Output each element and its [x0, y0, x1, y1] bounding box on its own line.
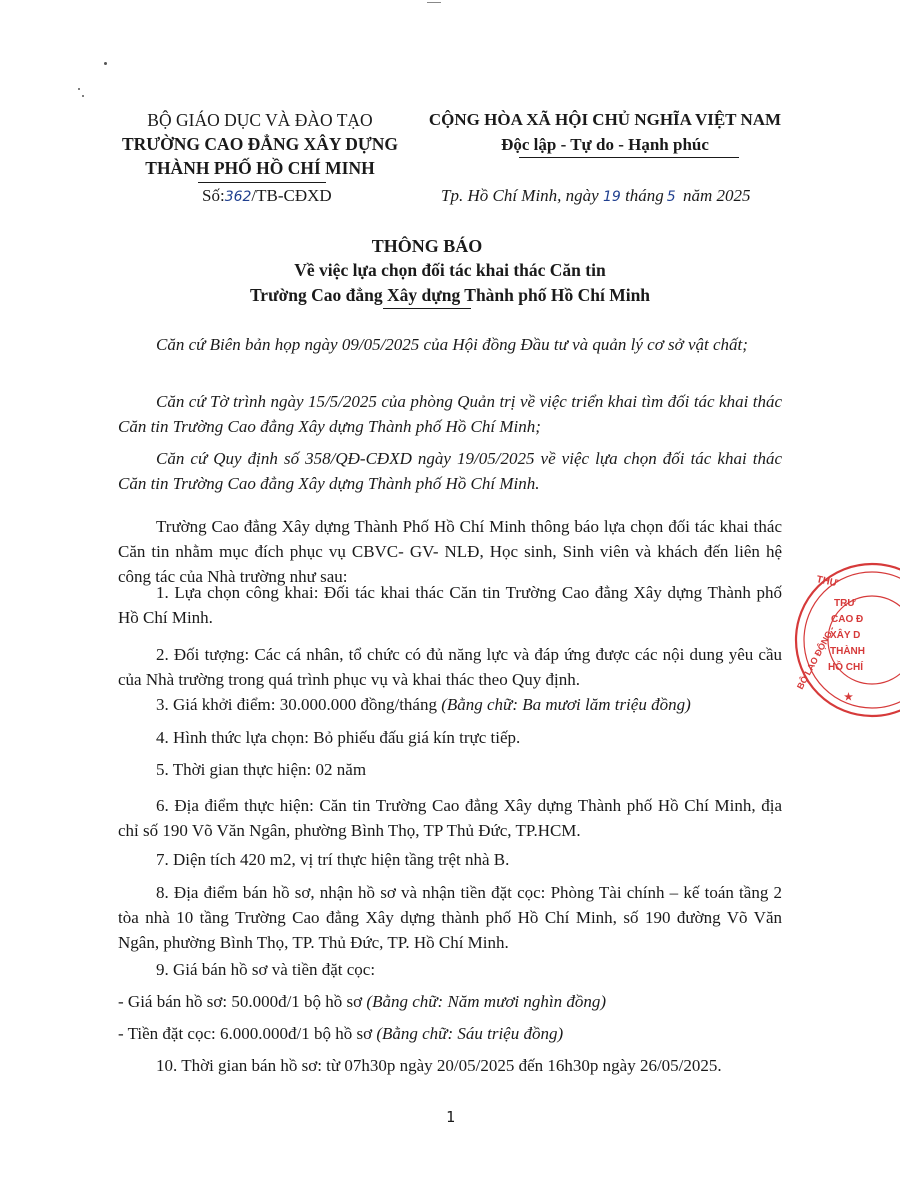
intro-paragraph: Trường Cao đẳng Xây dựng Thành Phố Hồ Chí Minh thông báo lựa chọn đối tác khai thác Căn tin nhằm mục đích phục vụ CBVC- GV- NLĐ, Học sinh, Sinh viên và khách đến liên hệ công tác của Nhà trường như sau:: [118, 517, 782, 586]
official-stamp: [790, 560, 865, 720]
header-ministry: BỘ GIÁO DỤC VÀ ĐÀO TẠO: [147, 110, 373, 130]
header-country: CỘNG HÒA XÃ HỘI CHỦ NGHĨA VIỆT NAM: [428, 110, 782, 129]
item-9a-text: - Giá bán hồ sơ: 50.000đ/1 bộ hồ sơ: [118, 992, 367, 1011]
document-number: [202, 186, 332, 206]
scan-mark: [427, 2, 441, 3]
item-9b: [118, 1024, 798, 1044]
item-4: 4. Hình thức lựa chọn: Bỏ phiếu đấu giá kín trực tiếp.: [156, 728, 521, 747]
item-1: 1. Lựa chọn công khai: Đối tác khai thác Căn tin Trường Cao đẳng Xây dựng Thành phố Hồ Chí Minh.: [118, 583, 782, 627]
basis-2: Căn cứ Tờ trình ngày 15/5/2025 của phòng Quản trị về việc triển khai tìm đối tác khai thác Căn tin Trường Cao đẳng Xây dựng Thành phố Hồ Chí Minh;: [118, 392, 782, 436]
number-prefix: Số:: [202, 186, 225, 205]
item-10: 10. Thời gian bán hồ sơ: từ 07h30p ngày 20/05/2025 đến 16h30p ngày 26/05/2025.: [156, 1056, 722, 1075]
stamp-line-4: XÂY D: [830, 630, 861, 641]
item-8: 8. Địa điểm bán hồ sơ, nhận hồ sơ và nhận tiền đặt cọc: Phòng Tài chính – kế toán tầng 2 tòa nhà 10 tầng Trường Cao đẳng Xây dựng thành phố Hồ Chí Minh, số 190 đường Võ Văn Ngân, phường Bình Thọ, TP. Thủ Đức, TP. Hồ Chí Minh.: [118, 883, 782, 952]
year-text: năm 2025: [682, 186, 751, 205]
basis-3: Căn cứ Quy định số 358/QĐ-CĐXD ngày 19/05/2025 về việc lựa chọn đối tác khai thác Căn tin Trường Cao đẳng Xây dựng Thành phố Hồ Chí Minh.: [118, 449, 782, 493]
notice-subject-line1: Về việc lựa chọn đối tác khai thác Căn tin: [294, 260, 606, 280]
day-handwritten: 19: [602, 189, 621, 205]
item-9b-words: (Bằng chữ: Sáu triệu đồng): [376, 1024, 564, 1043]
item-9a-words: (Bằng chữ: Năm mươi nghìn đồng): [366, 992, 607, 1011]
month-word: tháng: [625, 186, 664, 205]
stamp-line-2: TRƯ: [834, 598, 856, 609]
header-city: THÀNH PHỐ HỒ CHÍ MINH: [145, 158, 375, 178]
item-3-words: (Bằng chữ: Ba mươi lăm triệu đồng): [441, 695, 691, 714]
notice-subject-line2: Trường Cao đẳng Xây dựng Thành phố Hồ Chí Minh: [249, 285, 651, 305]
header-left-underline: [198, 182, 326, 183]
stamp-line-6: HỒ CHÍ: [828, 662, 863, 673]
scan-speck: [78, 88, 80, 90]
item-7: 7. Diện tích 420 m2, vị trí thực hiện tầng trệt nhà B.: [156, 850, 510, 869]
number-suffix: /TB-CĐXD: [251, 186, 332, 205]
item-9a: [118, 992, 798, 1012]
stamp-line-1: THƯ: [815, 574, 839, 590]
basis-1: Căn cứ Biên bản họp ngày 09/05/2025 của Hội đồng Đầu tư và quản lý cơ sở vật chất;: [156, 335, 748, 354]
stamp-line-3: CAO Đ: [831, 614, 864, 625]
stamp-star: ★: [844, 692, 853, 703]
item-5: 5. Thời gian thực hiện: 02 năm: [156, 760, 367, 779]
motto-underline: [519, 157, 739, 158]
date-prefix: Tp. Hồ Chí Minh, ngày: [441, 186, 599, 205]
header-school: TRƯỜNG CAO ĐẲNG XÂY DỰNG: [121, 134, 399, 154]
scan-speck: [82, 95, 84, 97]
number-handwritten: 362: [224, 189, 252, 205]
month-handwritten: 5: [666, 189, 676, 205]
stamp-arc-text: BỘ LAO ĐỘNG -: [794, 624, 837, 691]
item-6: 6. Địa điểm thực hiện: Căn tin Trường Cao đẳng Xây dựng Thành phố Hồ Chí Minh, địa chỉ số 190 Võ Văn Ngân, phường Bình Thọ, TP Thủ Đức, TP.HCM.: [118, 796, 782, 840]
item-2: 2. Đối tượng: Các cá nhân, tổ chức có đủ năng lực và đáp ứng được các nội dung yêu cầu của Nhà trường trong quá trình phục vụ và khai thác theo Quy định.: [118, 645, 782, 689]
header-motto: Độc lập - Tự do - Hạnh phúc: [501, 135, 709, 154]
stamp-line-5: THÀNH: [830, 646, 865, 657]
item-9: 9. Giá bán hồ sơ và tiền đặt cọc:: [156, 960, 376, 979]
scan-speck: [104, 62, 107, 65]
page-number: 1: [446, 1108, 456, 1126]
notice-title: THÔNG BÁO: [371, 236, 483, 256]
title-underline: [383, 308, 471, 309]
item-9b-text: - Tiền đặt cọc: 6.000.000đ/1 bộ hồ sơ: [118, 1024, 377, 1043]
item-3-text: 3. Giá khởi điểm: 30.000.000 đồng/tháng: [156, 695, 442, 714]
document-date: [441, 186, 751, 206]
item-3: [156, 695, 836, 715]
